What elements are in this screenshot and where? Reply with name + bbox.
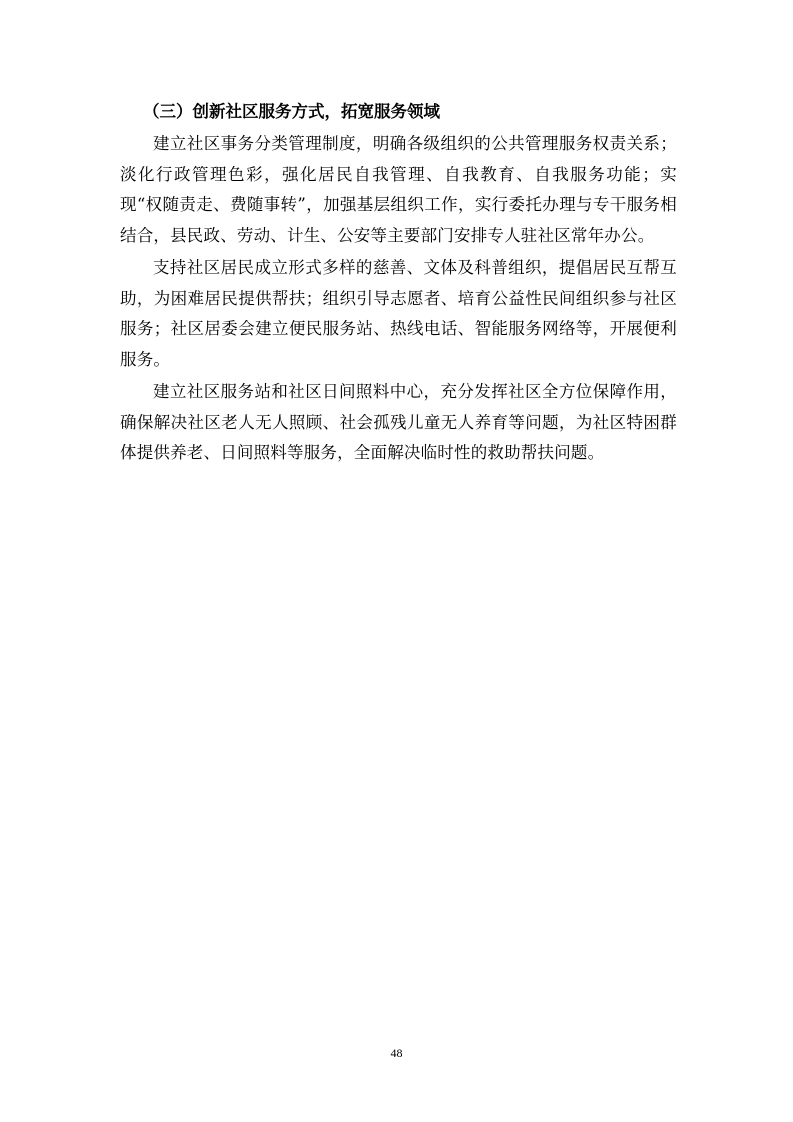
section-heading: （三）创新社区服务方式，拓宽服务领域 bbox=[143, 102, 440, 121]
page-number: 48 bbox=[390, 1046, 403, 1060]
document-body bbox=[120, 97, 677, 471]
paragraph-2: 支持社区居民成立形式多样的慈善、文体及科普组织，提倡居民互帮互助，为困难居民提供帮扶；组织引导志愿者、培育公益性民间组织参与社区服务；社区居委会建立便民服务站、热线电话、智能服务网络等，开展便利服务。 bbox=[120, 258, 677, 369]
paragraph-1: 建立社区事务分类管理制度，明确各级组织的公共管理服务权责关系；淡化行政管理色彩，强化居民自我管理、自我教育、自我服务功能；实现“权随责走、费随事转”，加强基层组织工作，实行委托办理与专干服务相结合，县民政、劳动、计生、公安等主要部门安排专人驻社区常年办公。 bbox=[120, 134, 677, 245]
paragraph-3: 建立社区服务站和社区日间照料中心，充分发挥社区全方位保障作用，确保解决社区老人无人照顾、社会孤残儿童无人养育等问题，为社区特困群体提供养老、日间照料等服务，全面解决临时性的救助帮扶问题。 bbox=[120, 382, 677, 462]
